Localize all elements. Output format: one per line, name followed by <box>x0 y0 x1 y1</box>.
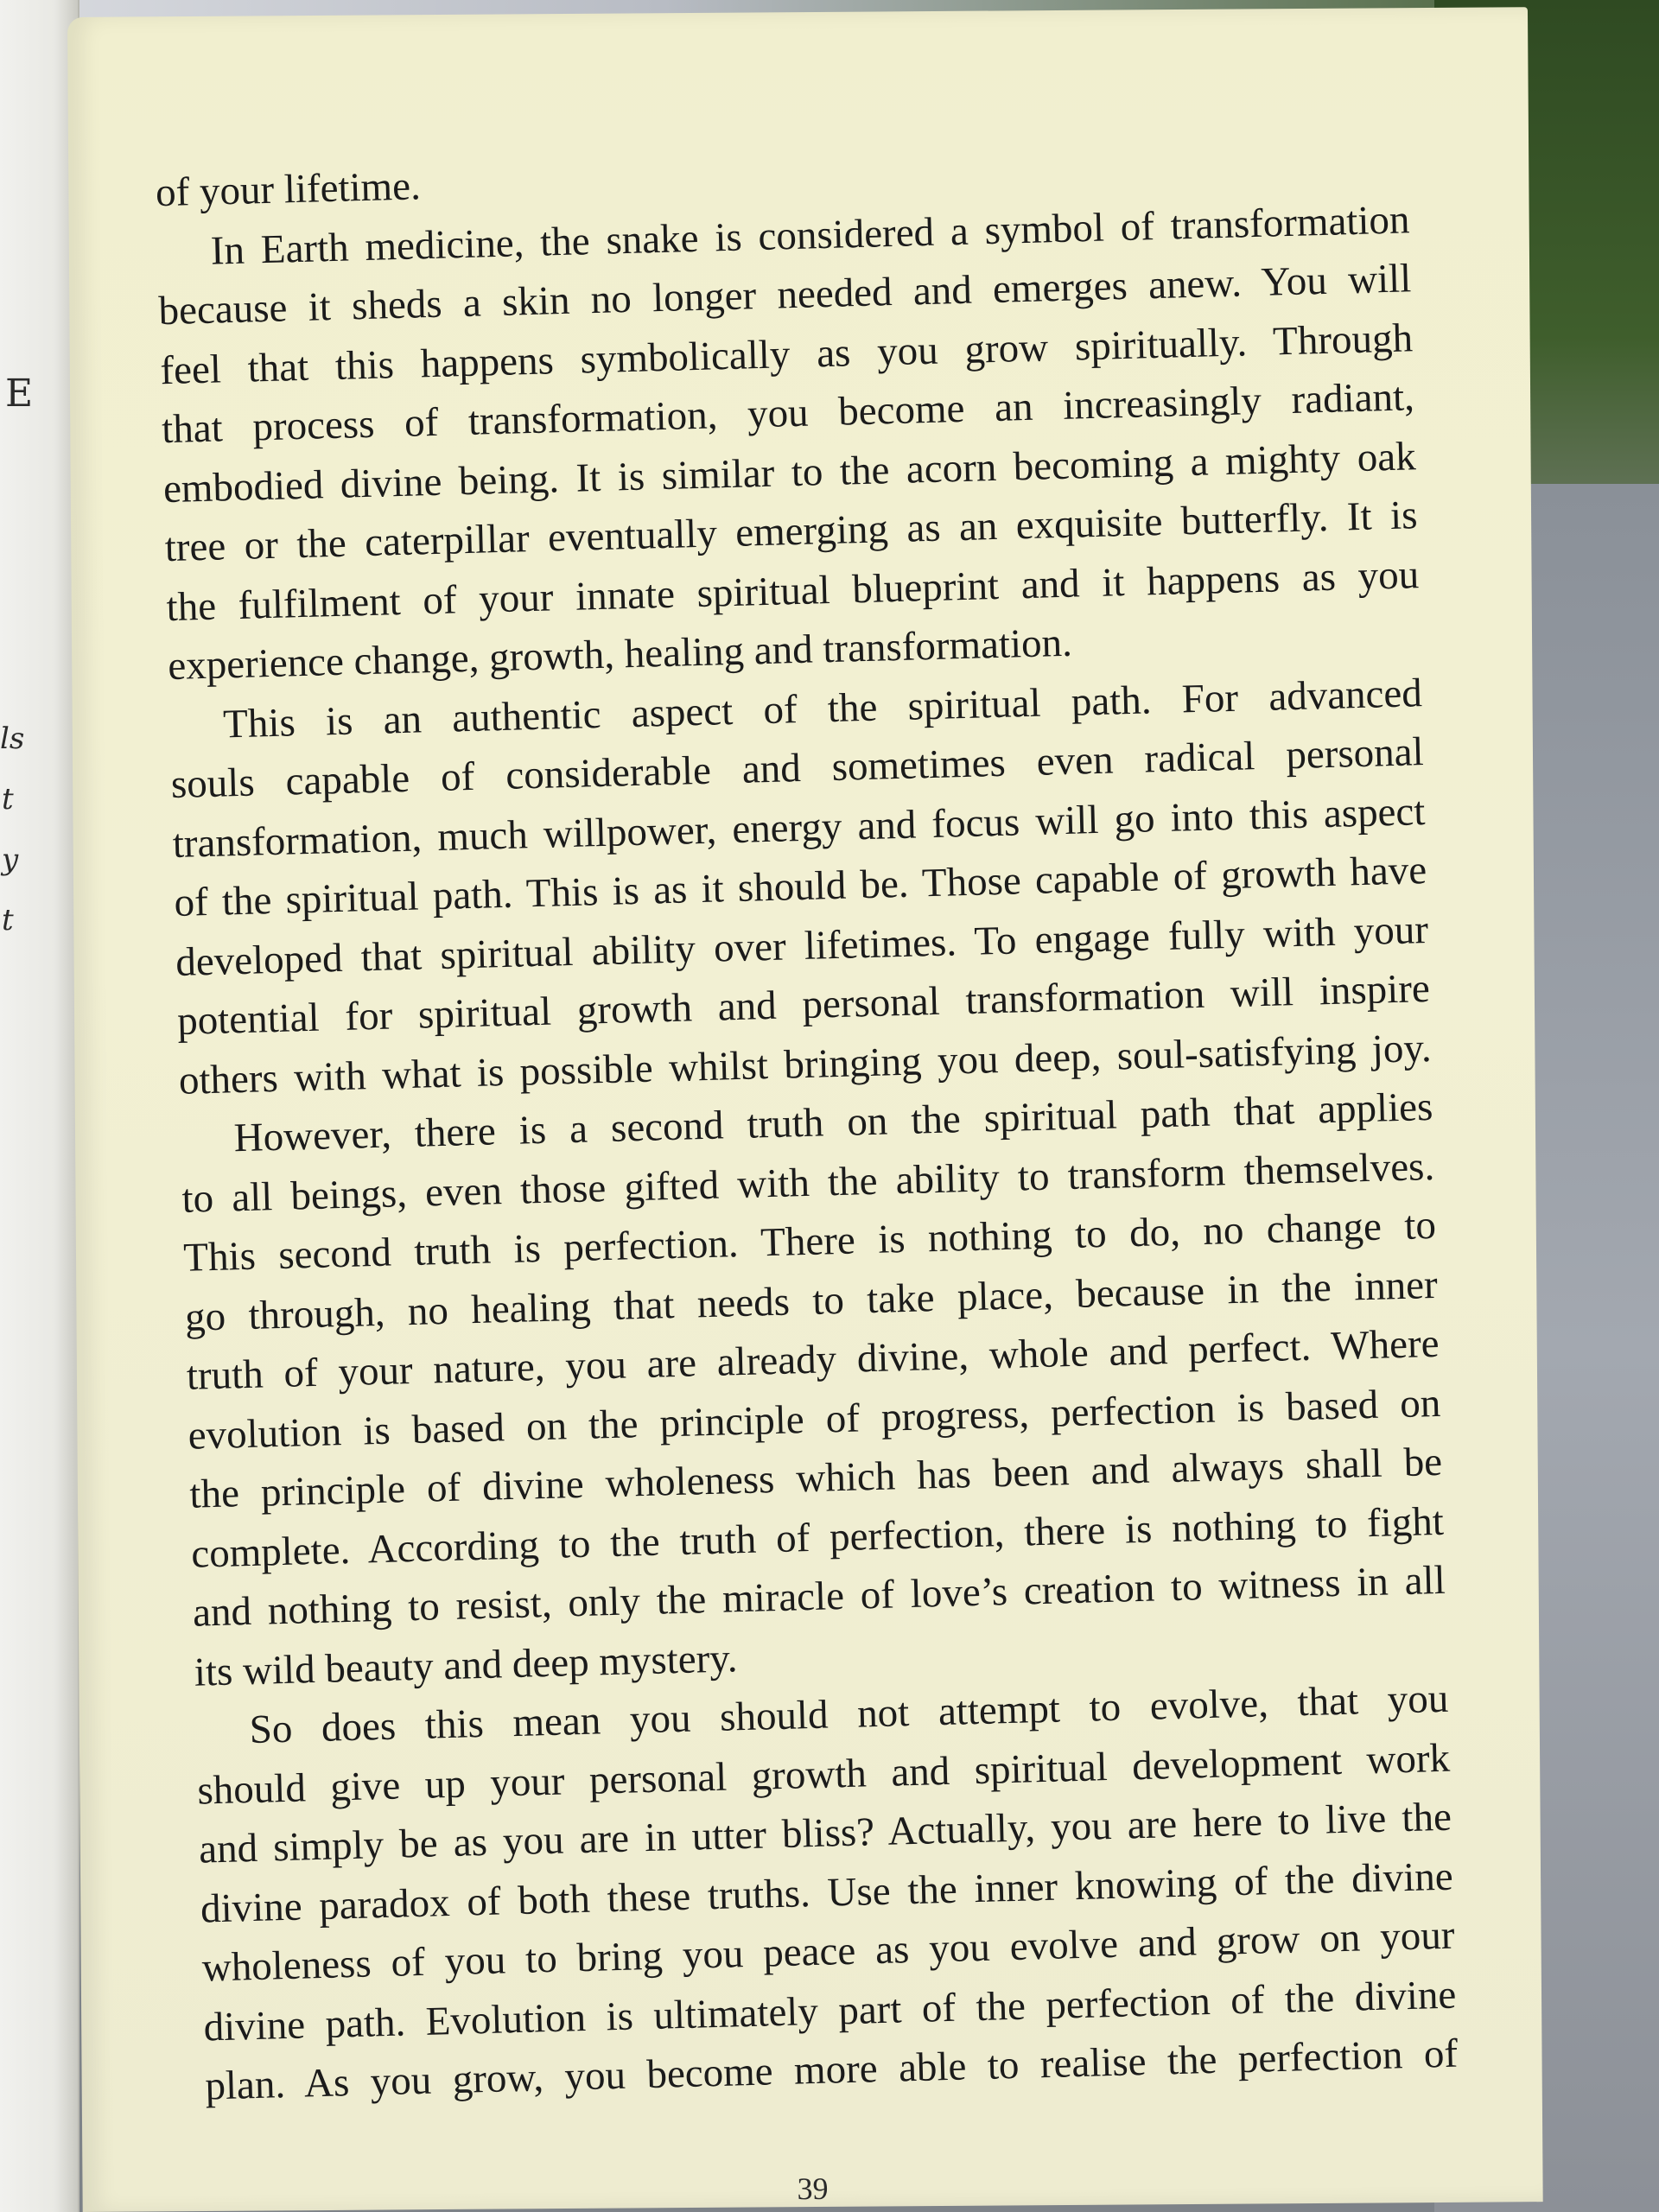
text-line: In Earth medicine, the snake is considered a symbol of transformation <box>210 196 1411 274</box>
text-line: However, there is a second truth on the spiritual path that applies <box>233 1084 1433 1161</box>
text-line: the fulfilment of your innate spiritual blueprint and it happens as you <box>165 551 1420 630</box>
left-page-glyph: t <box>2 903 14 938</box>
text-line: to all beings, even those gifted with the ability to transform themselves. <box>181 1143 1435 1222</box>
left-page-edge <box>0 0 79 2212</box>
text-line: evolution is based on the principle of progress, perfection is based on <box>188 1380 1441 1459</box>
text-line: the principle of divine wholeness which has been and always shall be <box>188 1439 1443 1517</box>
text-line: divine path. Evolution is ultimately part of the perfection of the divine <box>202 1972 1457 2050</box>
text-line: This is an authentic aspect of the spiritual path. For advanced <box>222 670 1423 747</box>
text-line: of the spiritual path. This is as it should be. Those capable of growth have <box>173 848 1427 925</box>
text-line: divine paradox of both these truths. Use the inner knowing of the divine <box>200 1853 1454 1932</box>
text-line: go through, no healing that needs to take place, because in the inner <box>184 1262 1439 1340</box>
book-page <box>67 7 1543 2212</box>
text-line: of your lifetime. <box>155 163 422 216</box>
page-number: 39 <box>797 2171 829 2207</box>
text-line: because it sheds a skin no longer needed and emerges anew. You will <box>157 256 1412 334</box>
text-line: developed that spiritual ability over lifetimes. To engage fully with your <box>175 906 1429 985</box>
left-page-glyph: E <box>5 372 34 416</box>
text-line: its wild beauty and deep mystery. <box>194 1635 739 1695</box>
text-line: others with what is possible whilst bringing you deep, soul-satisfying joy. <box>178 1025 1433 1103</box>
text-line: and nothing to resist, only the miracle of love’s creation to witness in all <box>192 1557 1446 1636</box>
text-line: This second truth is perfection. There is nothing to do, no change to <box>182 1202 1437 1281</box>
text-line: experience change, growth, healing and transformation. <box>167 620 1073 690</box>
left-page-glyph: t <box>2 782 14 817</box>
text-line: embodied divine being. It is similar to the acorn becoming a mighty oak <box>162 433 1417 512</box>
text-line: potential for spiritual growth and personal transformation will inspire <box>176 966 1431 1044</box>
text-line: truth of your nature, you are already divine, whole and perfect. Where <box>186 1320 1440 1399</box>
text-line: and simply be as you are in utter bliss? Actually, you are here to live the <box>198 1794 1452 1872</box>
text-line: that process of transformation, you become an increasingly radiant, <box>161 374 1415 453</box>
body-text <box>155 130 1459 2116</box>
text-line: transformation, much willpower, energy and focus will go into this aspect <box>172 788 1426 867</box>
text-line: should give up your personal growth and spiritual development work <box>196 1735 1451 1814</box>
text-line: complete. According to the truth of perfection, there is nothing to fight <box>190 1498 1445 1577</box>
text-line: tree or the caterpillar eventually emerging as an exquisite butterfly. It is <box>164 493 1419 571</box>
text-line: feel that this happens symbolically as you grow spiritually. Through <box>159 315 1414 393</box>
left-page-glyph: y <box>2 842 19 877</box>
text-line: souls capable of considerable and sometimes even radical personal <box>170 729 1425 808</box>
text-line: plan. As you grow, you become more able to realise the perfection of <box>204 2031 1459 2109</box>
text-line: So does this mean you should not attempt to evolve, that you <box>248 1675 1449 1753</box>
left-page-glyph: ls <box>0 721 25 756</box>
text-line: wholeness of you to bring you peace as you evolve and grow on your <box>201 1912 1456 1991</box>
